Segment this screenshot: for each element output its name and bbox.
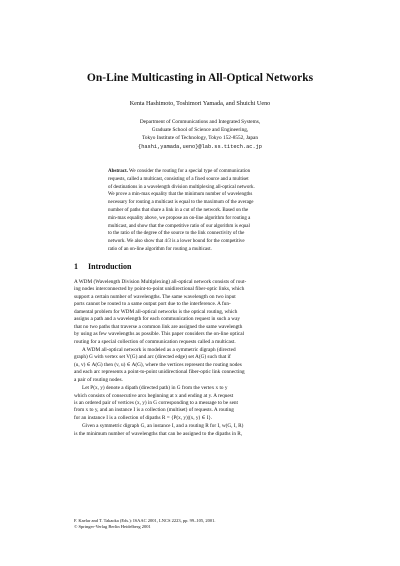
- paper-title: On-Line Multicasting in All-Optical Networks: [86, 72, 314, 84]
- paragraph: [74, 347, 330, 384]
- affiliation-line: Tokyo Institute of Technology, Tokyo 152-8552, Japan: [141, 135, 259, 142]
- paragraph: [74, 279, 330, 346]
- author-email: {hashi,yamada,ueno}@lab.ss.titech.ac.jp: [138, 143, 262, 150]
- text-line: assigns a path and a wavelength for each communication request in such a way: [74, 316, 241, 323]
- text-line: ing nodes interconnected by point-to-point unidirectional fiber-optic links, which: [74, 286, 245, 293]
- page-footer: [74, 518, 330, 531]
- section-heading: [74, 262, 131, 271]
- affiliation-line: Graduate School of Science and Engineering,: [151, 127, 249, 134]
- text-line: graph) G with vertex set V(G) and arc (directed edge) set A(G) such that if: [74, 354, 231, 361]
- copyright-line: © Springer-Verlag Berlin Heidelberg 2001: [74, 524, 151, 530]
- text-line: A WDM (Wavelength Division Multiplexing) all-optical network consists of rout-: [74, 279, 247, 285]
- text-line: Let P(x, y) denote a dipath (directed path) in G from the vertex x to y: [82, 385, 228, 392]
- text-line: ports cannot be routed to a same output port due to the interference. A fun-: [74, 301, 231, 308]
- text-line: is an ordered pair of vertices (x, y) in G corresponding to a message to be sent: [74, 400, 239, 406]
- abstract-line: ratio of an on-line algorithm for routing a multicast.: [108, 246, 212, 252]
- text-line: from x to y, and an instance I is a collection (multiset) of requests. A routing: [74, 407, 234, 414]
- text-line: by using as few wavelengths as possible. This paper considers the on-line optical: [74, 331, 245, 338]
- section-number: 1: [74, 262, 78, 271]
- text-line: is the minimum number of wavelengths that can be assigned to the dipaths in R,: [74, 430, 243, 437]
- text-line: support a certain number of wavelengths. The same wavelength on two input: [74, 293, 236, 300]
- paragraph: [74, 423, 330, 438]
- author-list: Kenta Hashimoto, Toshimori Yamada, and Shuichi Ueno: [129, 100, 271, 107]
- affiliation: [40, 118, 360, 151]
- abstract-line: number of paths that share a link in a cut of the network. Based on the: [108, 207, 249, 213]
- text-line: routing for a special collection of communication requests called a multicast.: [74, 338, 236, 345]
- citation-line: F. Kaelar and T. Takaoka (Eds.): ISAAC 2001, LNCS 2223, pp. 99–105, 2001.: [74, 518, 216, 523]
- affiliation-line: Department of Communications and Integrated Systems,: [139, 119, 261, 125]
- abstract: [108, 168, 308, 254]
- text-line: that no two paths that traverse a common link are assigned the same wavelength: [74, 323, 243, 330]
- text-line: Given a symmetric digraph G, an instance I, and a routing R for I, w(G, I, R): [82, 423, 244, 430]
- text-line: damental problem for WDM all-optical networks is the optical routing, which: [74, 308, 238, 315]
- abstract-line: We prove a min-max equality that the minimum number of wavelengths: [108, 192, 253, 198]
- body-text: [74, 279, 330, 438]
- abstract-line: network. We also show that 4/3 is a lower bound for the competitive: [108, 239, 245, 245]
- section-title: Introduction: [88, 262, 132, 271]
- abstract-label: Abstract.: [108, 169, 128, 174]
- abstract-line: multicast, and show that the competitive ratio of our algorithm is equal: [108, 223, 250, 229]
- text-line: A WDM all-optical network is modeled as a symmetric digraph (directed: [82, 346, 236, 353]
- paragraph: [74, 385, 330, 422]
- abstract-line: Abstract. We consider the routing for a special type of communication: [108, 169, 251, 174]
- text-line: and each arc represents a point-to-point unidirectional fiber-optic link connecting: [74, 369, 245, 376]
- abstract-line: necessary for routing a multicast is equal to the maximum of the average: [108, 200, 254, 206]
- abstract-line: to the ratio of the degree of the source to the link connectivity of the: [108, 231, 245, 237]
- text-line: for an instance I is a collection of dipaths R = {P(x, y)|(x, y) ∈ I}.: [74, 414, 213, 421]
- abstract-line: requests, called a multicast, consisting of a fixed source and a multiset: [108, 176, 249, 182]
- text-line: a pair of routing nodes.: [74, 376, 123, 383]
- abstract-line: min-max equality above, we propose an on-line algorithm for routing a: [108, 215, 251, 221]
- text-line: (u, v) ∈ A(G) then (v, u) ∈ A(G), where the vertices represent the routing nodes: [74, 361, 242, 368]
- abstract-line: of destinations in a wavelength division multiplexing all-optical network.: [108, 184, 255, 190]
- text-line: which consists of consecutive arcs beginning at x and ending at y. A request: [74, 392, 234, 399]
